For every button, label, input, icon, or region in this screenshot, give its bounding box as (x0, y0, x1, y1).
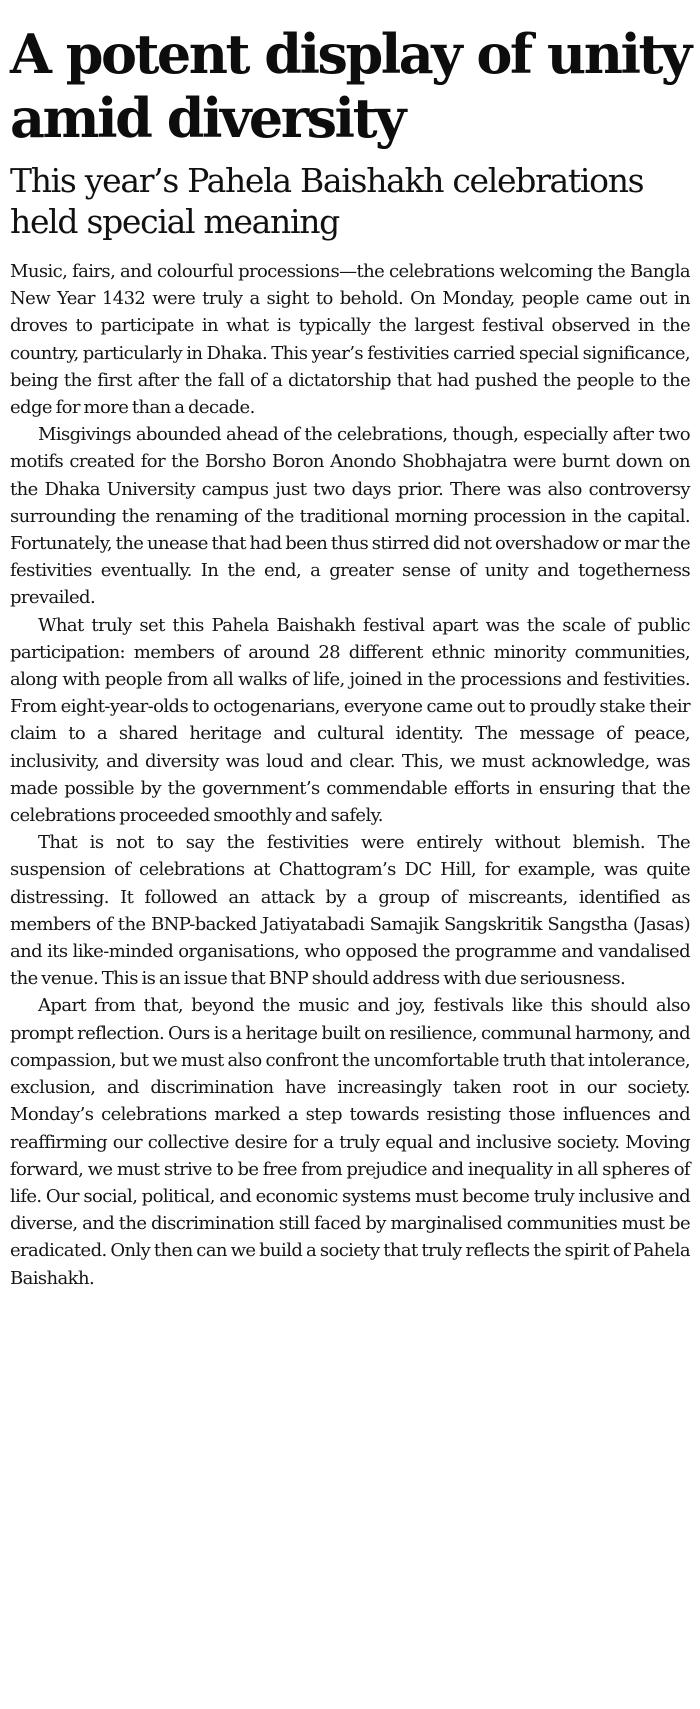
article-body (10, 258, 690, 1292)
body-paragraph-2: Misgivings abounded ahead of the celebrations, though, especially after two motifs created for the Borsho Boron Anondo Shobhajatra were burnt down on the Dhaka University campus just two days prior. There was also controversy surrounding the renaming of the traditional morning procession in the capital. Fortunately, the unease that had been thus stirred did not overshadow or mar the festivities eventually. In the end, a greater sense of unity and togetherness prevailed. (10, 424, 690, 609)
body-paragraph-4: That is not to say the festivities were entirely without blemish. The suspension of celebrations at Chattogram’s DC Hill, for example, was quite distressing. It followed an attack by a group of miscreants, identified as members of the BNP-backed Jatiyatabadi Samajik Sangskritik Sangstha (Jasas) and its like-minded organisations, who opposed the programme and vandalised the venue. This is an issue that BNP should address with due seriousness. (10, 832, 690, 990)
body-paragraph-3: What truly set this Pahela Baishakh festival apart was the scale of public participation: members of around 28 different ethnic minority communities, along with people from all walks of life, joined in the processions and festivities. From eight-year-olds to octogenarians, everyone came out to proudly stake their claim to a shared heritage and cultural identity. The message of peace, inclusivity, and diversity was loud and clear. This, we must acknowledge, was made possible by the government’s commendable efforts in ensuring that the celebrations proceeded smoothly and safely. (10, 614, 690, 827)
subheadline: This year’s Pahela Baishakh celebrations held special meaning (10, 161, 644, 241)
headline: A potent display of unity amid diversity (10, 22, 690, 150)
body-paragraph-1: Music, fairs, and colourful processions—the celebrations welcoming the Bangla New Year 1432 were truly a sight to behold. On Monday, people came out in droves to participate in what is typically the largest festival observed in the country, particularly in Dhaka. This year’s festivities carried special significance, being the first after the fall of a dictatorship that had pushed the people to the edge for more than a decade. (10, 261, 690, 419)
body-paragraph-5: Apart from that, beyond the music and joy, festivals like this should also prompt reflection. Ours is a heritage built on resilience, communal harmony, and compassion, but we must also confront the uncomfortable truth that intolerance, exclusion, and discrimination have increasingly taken root in our society. Monday’s celebrations marked a step towards resisting those influences and reaffirming our collective desire for a truly equal and inclusive society. Moving forward, we must strive to be free from prejudice and inequality in all spheres of life. Our social, political, and economic systems must become truly inclusive and diverse, and the discrimination still faced by marginalised communities must be eradicated. Only then can we build a society that truly reflects the spirit of Pahela Baishakh. (10, 995, 690, 1289)
